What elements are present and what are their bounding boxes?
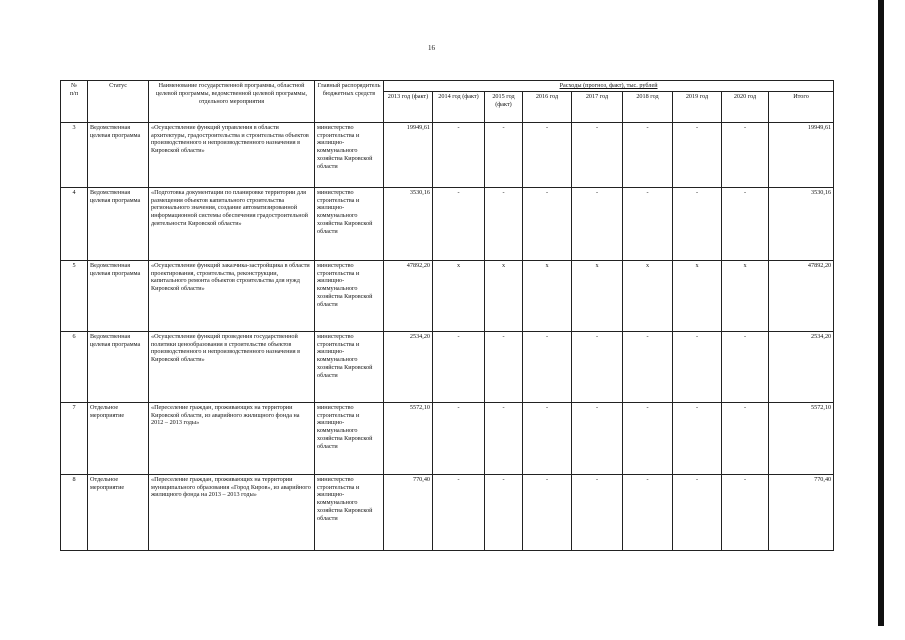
value-cell: 2534,20 (384, 331, 433, 402)
value-cell: 770,40 (384, 474, 433, 550)
row-status: Ведомственная целевая программа (88, 187, 149, 260)
header-name: Наименование государственной программы, областной целевой программы, ведомственной целевой программы, отдельного мероприятия (149, 81, 315, 123)
total-cell: 47892,20 (769, 260, 834, 331)
header-status: Статус (88, 81, 149, 123)
scan-edge-bar (878, 0, 884, 626)
header-year: 2020 год (722, 91, 769, 122)
header-num: № п/п (61, 81, 88, 123)
row-name: «Переселение граждан, проживающих на территории Кировской области, из аварийного жилищного фонда на 2012 – 2013 годы» (149, 402, 315, 474)
value-cell: x (673, 260, 722, 331)
total-cell: 5572,10 (769, 402, 834, 474)
value-cell: - (722, 331, 769, 402)
table-row (61, 331, 834, 402)
row-manager: министерство строительства и жилищно-коммунального хозяйства Кировской области (315, 260, 384, 331)
value-cell: 19949,61 (384, 122, 433, 187)
value-cell: - (433, 331, 485, 402)
value-cell: - (623, 474, 673, 550)
value-cell: - (433, 122, 485, 187)
value-cell: - (623, 187, 673, 260)
value-cell: - (572, 402, 623, 474)
value-cell: - (433, 474, 485, 550)
table-row (61, 122, 834, 187)
value-cell: - (485, 187, 523, 260)
value-cell: - (722, 187, 769, 260)
value-cell: x (523, 260, 572, 331)
value-cell: x (623, 260, 673, 331)
row-num: 6 (61, 331, 88, 402)
value-cell: - (485, 402, 523, 474)
row-manager: министерство строительства и жилищно-коммунального хозяйства Кировской области (315, 331, 384, 402)
value-cell: - (722, 122, 769, 187)
value-cell: - (623, 402, 673, 474)
header-total: Итого (769, 91, 834, 122)
value-cell: 47892,20 (384, 260, 433, 331)
value-cell: - (673, 331, 722, 402)
header-year: 2019 год (673, 91, 722, 122)
value-cell: - (523, 187, 572, 260)
row-name: «Осуществление функций проведения государственной политики ценообразования в строительстве объектов производственного и непроизводственного назначения в Кировской области» (149, 331, 315, 402)
value-cell: - (572, 331, 623, 402)
value-cell: - (623, 122, 673, 187)
row-num: 4 (61, 187, 88, 260)
page-number: 16 (428, 44, 435, 52)
row-manager: министерство строительства и жилищно-коммунального хозяйства Кировской области (315, 402, 384, 474)
value-cell: - (485, 331, 523, 402)
expenses-table (60, 80, 834, 551)
row-num: 3 (61, 122, 88, 187)
row-status: Отдельное мероприятие (88, 402, 149, 474)
row-manager: министерство строительства и жилищно-коммунального хозяйства Кировской области (315, 187, 384, 260)
row-status: Ведомственная целевая программа (88, 260, 149, 331)
row-num: 7 (61, 402, 88, 474)
value-cell: - (433, 187, 485, 260)
value-cell: - (673, 122, 722, 187)
value-cell: - (485, 474, 523, 550)
value-cell: - (433, 402, 485, 474)
value-cell: - (523, 331, 572, 402)
total-cell: 2534,20 (769, 331, 834, 402)
value-cell: - (673, 402, 722, 474)
value-cell: - (623, 331, 673, 402)
value-cell: 3530,16 (384, 187, 433, 260)
value-cell: - (572, 122, 623, 187)
value-cell: x (433, 260, 485, 331)
row-status: Ведомственная целевая программа (88, 331, 149, 402)
table-row (61, 260, 834, 331)
header-year: 2018 год (623, 91, 673, 122)
value-cell: - (572, 474, 623, 550)
row-num: 5 (61, 260, 88, 331)
total-cell: 770,40 (769, 474, 834, 550)
header-year: 2017 год (572, 91, 623, 122)
value-cell: - (523, 402, 572, 474)
row-name: «Переселение граждан, проживающих на территории муниципального образования «Город Киров», из аварийного жилищного фонда на 2013 – 2013 годы» (149, 474, 315, 550)
header-year: 2013 год (факт) (384, 91, 433, 122)
row-manager: министерство строительства и жилищно-коммунального хозяйства Кировской области (315, 474, 384, 550)
header-year: 2016 год (523, 91, 572, 122)
value-cell: 5572,10 (384, 402, 433, 474)
value-cell: x (572, 260, 623, 331)
header-expenses-band: Расходы (прогноз, факт), тыс. рублей (384, 81, 834, 92)
row-name: «Подготовка документации по планировке территории для размещения объектов капитального строительства регионального значения, создание автоматизированной информационной системы обеспечения градостроительной деятельности Кировской области» (149, 187, 315, 260)
row-num: 8 (61, 474, 88, 550)
table-row (61, 187, 834, 260)
value-cell: - (673, 187, 722, 260)
value-cell: - (485, 122, 523, 187)
value-cell: - (722, 474, 769, 550)
value-cell: x (722, 260, 769, 331)
value-cell: - (572, 187, 623, 260)
header-year: 2015 год (факт) (485, 91, 523, 122)
value-cell: - (523, 122, 572, 187)
table-row (61, 474, 834, 550)
row-status: Отдельное мероприятие (88, 474, 149, 550)
value-cell: - (673, 474, 722, 550)
table-row (61, 402, 834, 474)
row-status: Ведомственная целевая программа (88, 122, 149, 187)
value-cell: - (722, 402, 769, 474)
row-name: «Осуществление функций управления в области архитектуры, градостроительства и строительства объектов производственного и непроизводственного назначения в Кировской области» (149, 122, 315, 187)
value-cell: - (523, 474, 572, 550)
row-name: «Осуществление функций заказчика-застройщика в области проектирования, строительства, реконструкции, капитального ремонта объектов строительства для нужд Кировской области» (149, 260, 315, 331)
total-cell: 19949,61 (769, 122, 834, 187)
row-manager: министерство строительства и жилищно-коммунального хозяйства Кировской области (315, 122, 384, 187)
total-cell: 3530,16 (769, 187, 834, 260)
header-year: 2014 год (факт) (433, 91, 485, 122)
value-cell: x (485, 260, 523, 331)
header-manager: Главный распорядитель бюджетных средств (315, 81, 384, 123)
